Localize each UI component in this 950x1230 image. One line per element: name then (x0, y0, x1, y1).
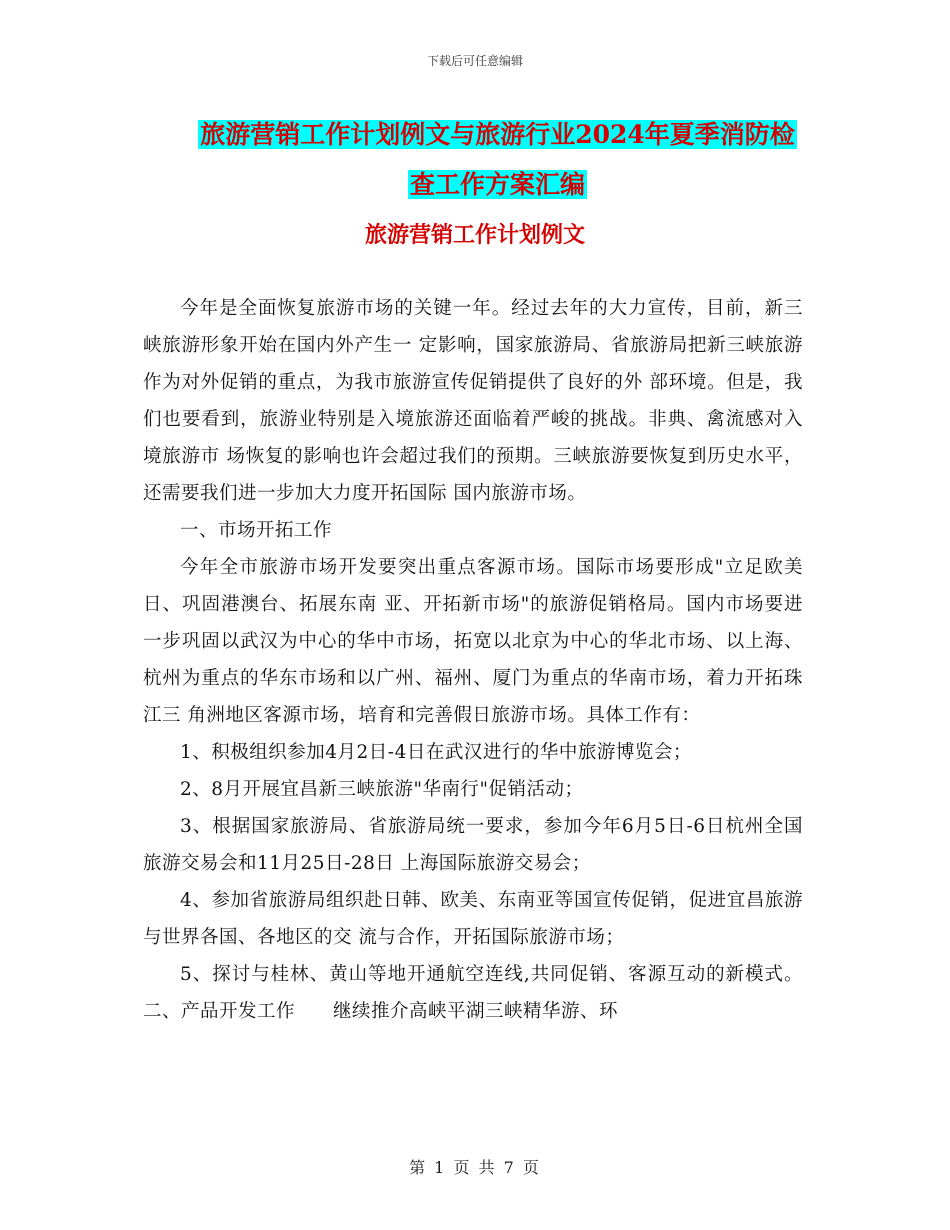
page-header: 下载后可任意编辑 (426, 54, 523, 68)
paragraph: 今年全市旅游市场开发要突出重点客源市场。国际市场要形成"立足欧美日、巩固港澳台、拓展东南 亚、开拓新市场"的旅游促销格局。国内市场要进一步巩固以武汉为中心的华中市场，拓宽以北京为中心的华北市场、以上海、杭州为重点的华东市场和以广州、福州、厦门为重点的华南市场，着力开拓珠江三 角洲地区客源市场，培育和完善假日旅游市场。具体工作有： (143, 557, 803, 726)
section-title: 旅游营销工作计划例文 (364, 222, 585, 248)
paragraph: 一、市场开拓工作 (180, 520, 333, 541)
paragraph: 5、探讨与桂林、黄山等地开通航空连线,共同促销、客源互动的新模式。 二、产品开发工作 继续推介高峡平湖三峡精华游、环 (143, 964, 803, 1022)
paragraph: 4、参加省旅游局组织赴日韩、欧美、东南亚等国宣传促销，促进宜昌旅游与世界各国、各地区的交 流与合作，开拓国际旅游市场； (143, 890, 803, 948)
title-line-2: 查工作方案汇编 (409, 170, 585, 199)
paragraph: 3、根据国家旅游局、省旅游局统一要求，参加今年6月5日-6日杭州全国旅游交易会和11月25日-28日 上海国际旅游交易会； (143, 816, 803, 874)
document-title (185, 110, 810, 210)
paragraph: 1、积极组织参加4月2日-4日在武汉进行的华中旅游博览会； (180, 742, 692, 763)
paragraph: 今年是全面恢复旅游市场的关键一年。经过去年的大力宣传，目前，新三峡旅游形象开始在国内外产生一 定影响，国家旅游局、省旅游局把新三峡旅游作为对外促销的重点，为我市旅游宣传促销提供了良好的外 部环境。但是，我们也要看到，旅游业特别是入境旅游还面临着严峻的挑战。非典、禽流感对入境旅游市 场恢复的影响也许会超过我们的预期。三峡旅游要恢复到历史水平，还需要我们进一步加大力度开拓国际 国内旅游市场。 (143, 298, 803, 504)
body-text (143, 290, 803, 1030)
paragraph: 2、8月开展宜昌新三峡旅游"华南行"促销活动； (180, 779, 584, 800)
title-line-1: 旅游营销工作计划例文与旅游行业2024年夏季消防检 (200, 120, 795, 149)
page-footer: 第 1 页 共 7 页 (409, 1158, 541, 1177)
